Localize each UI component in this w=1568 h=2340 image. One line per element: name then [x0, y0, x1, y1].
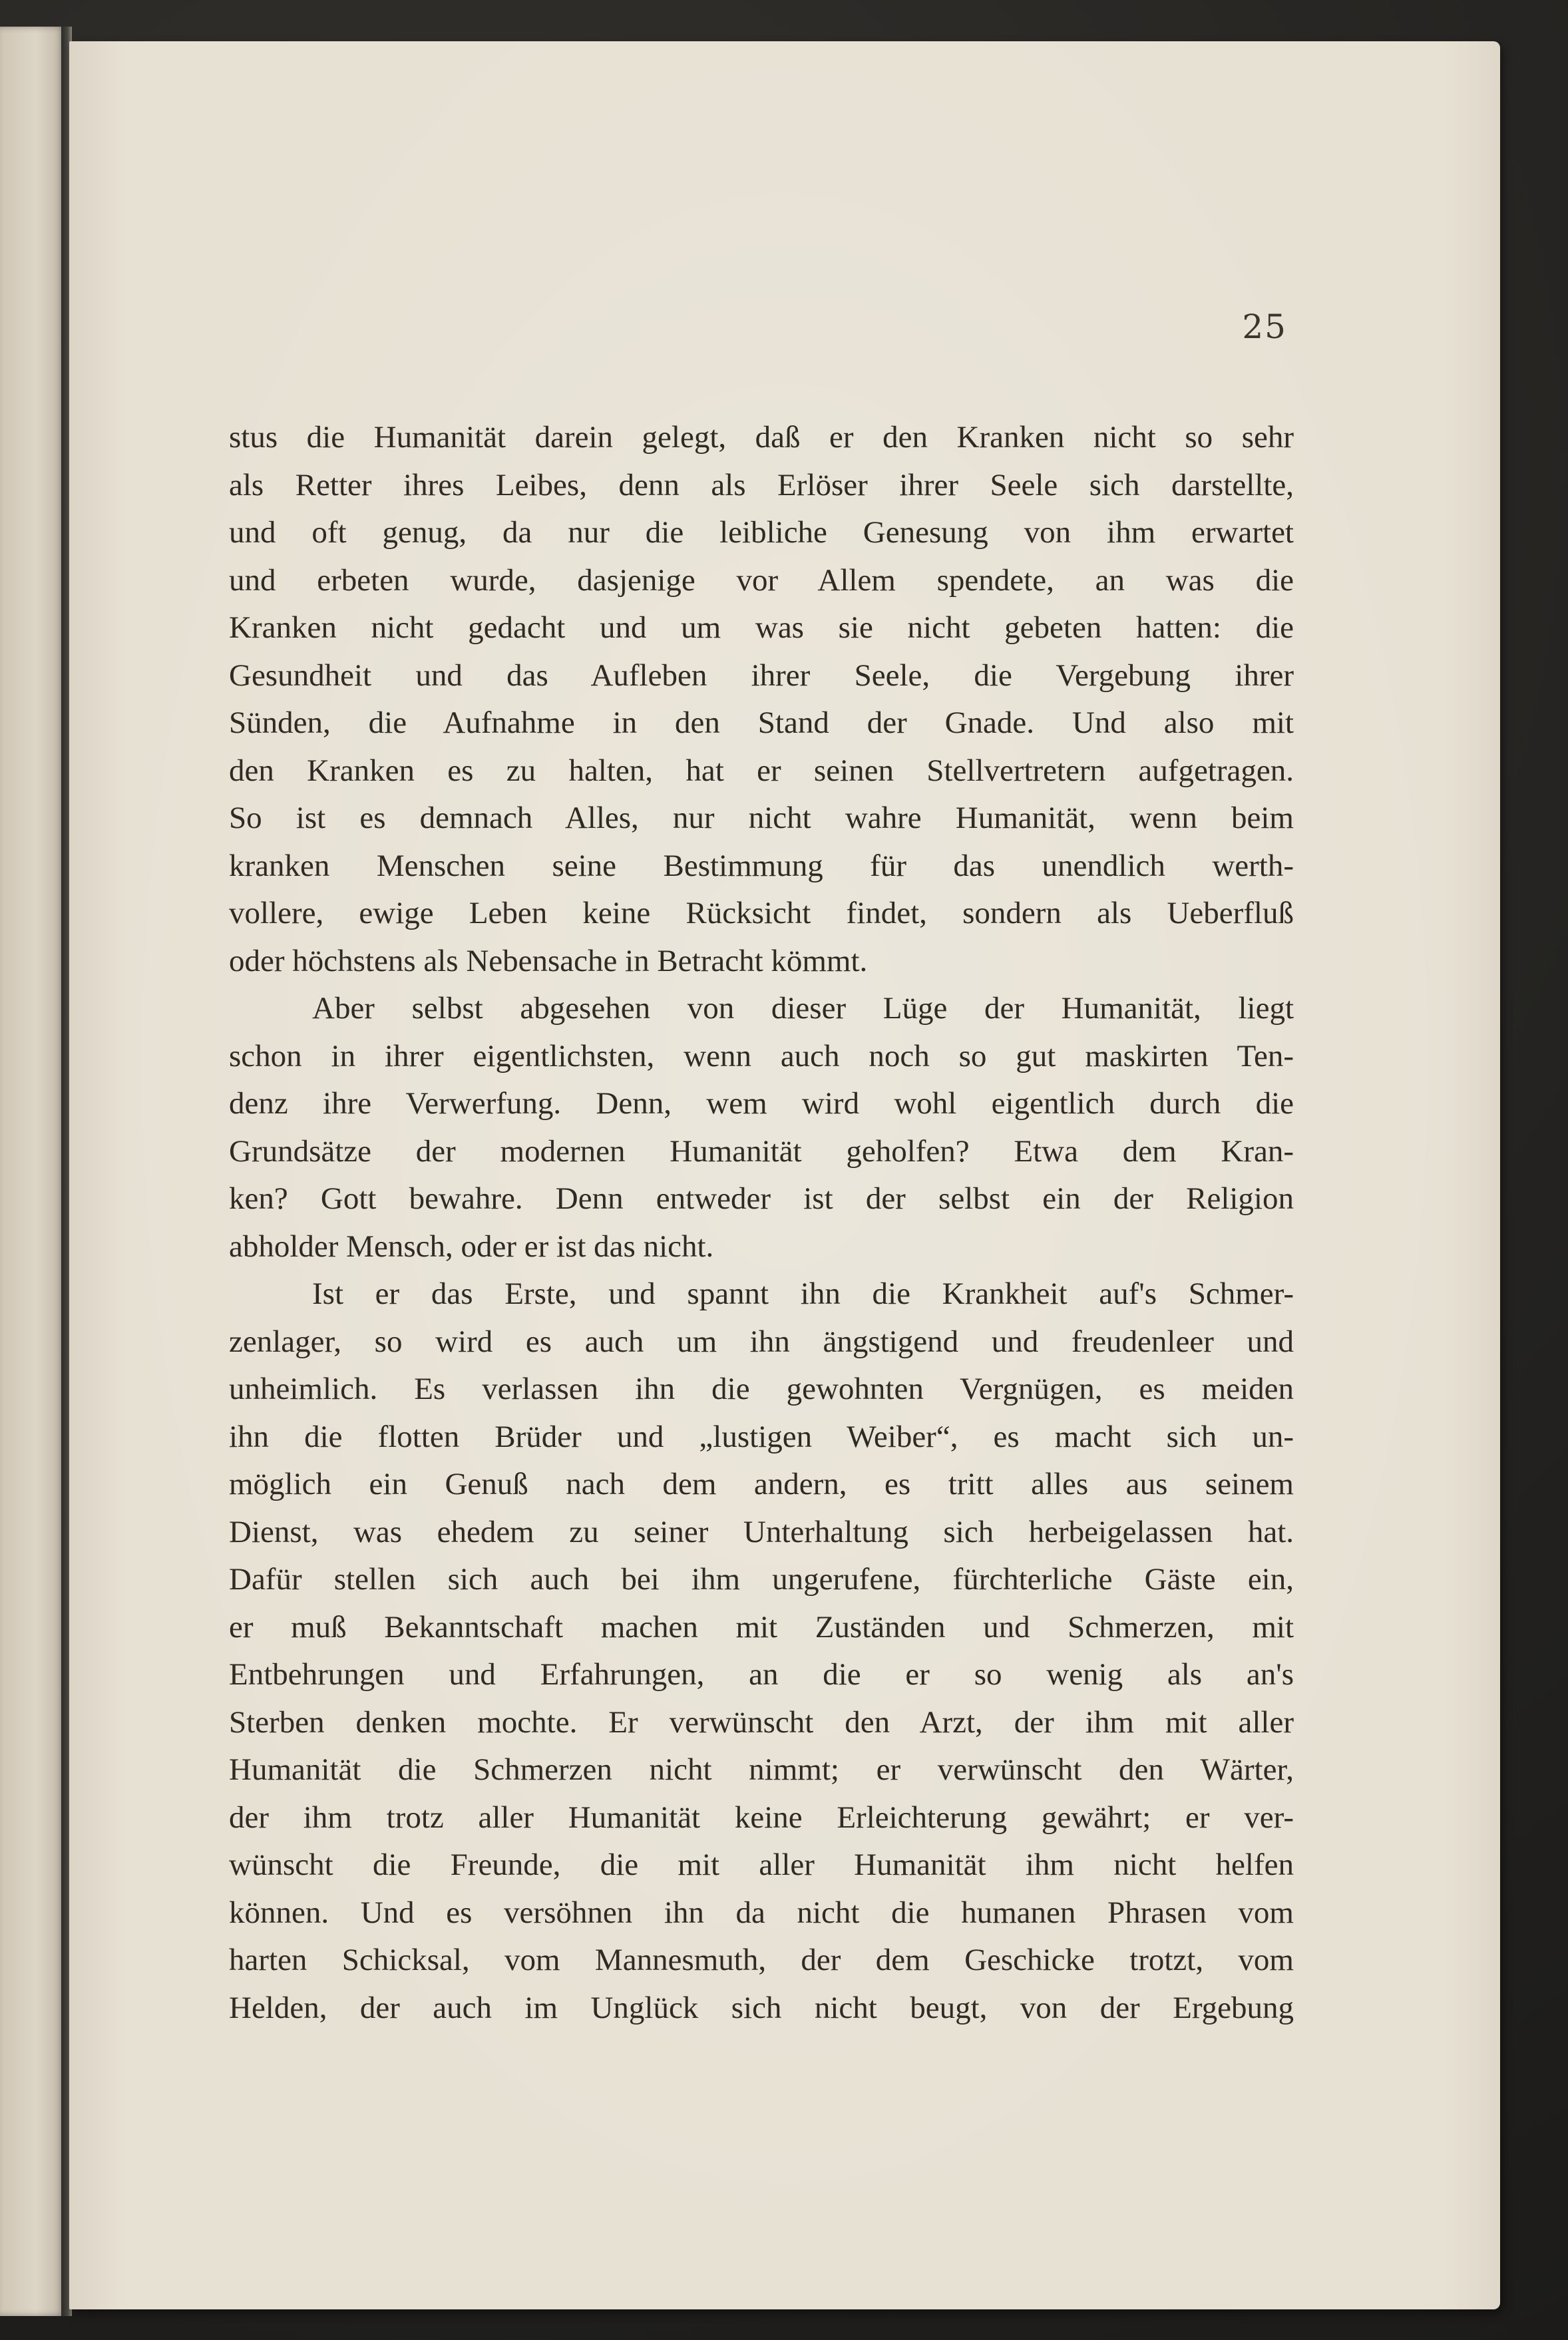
text-line-content: oder höchstens als Nebensache in Betracht kömmt. — [229, 943, 868, 978]
text-line-content: schon in ihrer eigentlichsten, wenn auch noch so gut maskirten Ten- — [229, 1038, 1294, 1073]
text-line-content: Helden, der auch im Unglück sich nicht beugt, von der Ergebung — [229, 1990, 1294, 2025]
text-line-content: Sterben denken mochte. Er verwünscht den Arzt, der ihm mit aller — [229, 1704, 1294, 1740]
text-line-content: Dienst, was ehedem zu seiner Unterhaltung sich herbeigelassen hat. — [229, 1514, 1294, 1549]
text-line-content: den Kranken es zu halten, hat er seinen Stellvertretern aufgetragen. — [229, 753, 1294, 788]
text-line-content: ken? Gott bewahre. Denn entweder ist der selbst ein der Religion — [229, 1181, 1294, 1216]
text-line — [229, 1699, 1294, 1747]
text-line-content: Gesundheit und das Aufleben ihrer Seele, die Vergebung ihrer — [229, 658, 1294, 693]
text-line-content: unheimlich. Es verlassen ihn die gewohnten Vergnügen, es meiden — [229, 1372, 1294, 1406]
text-line-content: Sünden, die Aufnahme in den Stand der Gnade. Und also mit — [229, 705, 1294, 740]
text-line — [229, 747, 1294, 795]
text-line-content: können. Und es versöhnen ihn da nicht die humanen Phrasen vom — [229, 1895, 1294, 1930]
text-line-content: und oft genug, da nur die leibliche Genesung von ihm erwartet — [229, 515, 1294, 550]
text-line — [229, 1366, 1294, 1414]
text-line — [229, 795, 1294, 843]
text-line-content: Entbehrungen und Erfahrungen, an die er so wenig als an's — [229, 1657, 1294, 1692]
text-line — [229, 1985, 1294, 2033]
text-line-content: stus die Humanität darein gelegt, daß er den Kranken nicht so sehr — [229, 420, 1294, 455]
text-line — [229, 843, 1294, 890]
text-line — [229, 652, 1294, 700]
text-line-content: harten Schicksal, vom Mannesmuth, der dem Geschicke trotzt, vom — [229, 1943, 1294, 1977]
page-number: 25 — [1242, 307, 1287, 346]
text-line-content: der ihm trotz aller Humanität keine Erleichterung gewährt; er ver- — [229, 1800, 1294, 1835]
text-line — [229, 1414, 1294, 1462]
text-line — [229, 1842, 1294, 1889]
text-line — [229, 1033, 1294, 1081]
facing-page-edge — [0, 27, 65, 2316]
text-line — [229, 1318, 1294, 1366]
text-line-content: Ist er das Erste, und spannt ihn die Krankheit auf's Schmer- — [312, 1276, 1294, 1311]
text-line — [229, 1175, 1294, 1223]
text-line — [229, 1556, 1294, 1604]
text-line — [229, 509, 1294, 557]
text-line — [229, 557, 1294, 605]
text-line-content: So ist es demnach Alles, nur nicht wahre Humanität, wenn beim — [229, 801, 1294, 835]
text-line-content: als Retter ihres Leibes, denn als Erlöser ihrer Seele sich darstellte, — [229, 467, 1294, 502]
text-line — [229, 1461, 1294, 1509]
text-line-content: wünscht die Freunde, die mit aller Humanität ihm nicht helfen — [229, 1848, 1294, 1882]
text-line-content: Aber selbst abgesehen von dieser Lüge der Humanität, liegt — [312, 991, 1294, 1026]
text-line — [229, 1794, 1294, 1842]
text-line-content: Kranken nicht gedacht und um was sie nicht gebeten hatten: die — [229, 610, 1294, 645]
text-line — [229, 1509, 1294, 1557]
text-line — [229, 890, 1294, 938]
text-line — [229, 1937, 1294, 1985]
text-line-content: denz ihre Verwerfung. Denn, wem wird wohl eigentlich durch die — [229, 1086, 1294, 1121]
text-line — [229, 1080, 1294, 1128]
text-line-content: möglich ein Genuß nach dem andern, es tritt alles aus seinem — [229, 1467, 1294, 1501]
text-line — [229, 1223, 1294, 1271]
body-text — [229, 414, 1294, 2032]
text-line-content: kranken Menschen seine Bestimmung für das unendlich werth- — [229, 848, 1294, 883]
text-line — [229, 1270, 1294, 1318]
text-line — [229, 699, 1294, 747]
text-line — [229, 1604, 1294, 1652]
text-line — [229, 462, 1294, 510]
text-line-content: ihn die flotten Brüder und „lustigen Weiber“, es macht sich un- — [229, 1419, 1294, 1454]
text-line — [229, 938, 1294, 986]
text-line-content: und erbeten wurde, dasjenige vor Allem spendete, an was die — [229, 562, 1294, 598]
text-line — [229, 1746, 1294, 1794]
text-line — [229, 1128, 1294, 1176]
text-line-content: Grundsätze der modernen Humanität geholfen? Etwa dem Kran- — [229, 1133, 1294, 1169]
text-line — [229, 1889, 1294, 1937]
text-line-content: er muß Bekanntschaft machen mit Zuständen und Schmerzen, mit — [229, 1609, 1294, 1645]
book-page — [69, 41, 1500, 2309]
text-line-content: vollere, ewige Leben keine Rücksicht findet, sondern als Ueberfluß — [229, 896, 1294, 930]
text-line — [229, 604, 1294, 652]
text-line-content: Dafür stellen sich auch bei ihm ungerufene, fürchterliche Gäste ein, — [229, 1562, 1294, 1597]
text-line-content: abholder Mensch, oder er ist das nicht. — [229, 1229, 714, 1264]
text-line — [229, 1651, 1294, 1699]
text-line-content: Humanität die Schmerzen nicht nimmt; er verwünscht den Wärter, — [229, 1752, 1294, 1787]
text-line-content: zenlager, so wird es auch um ihn ängstigend und freudenleer und — [229, 1324, 1294, 1359]
text-line — [229, 414, 1294, 462]
text-line — [229, 985, 1294, 1033]
